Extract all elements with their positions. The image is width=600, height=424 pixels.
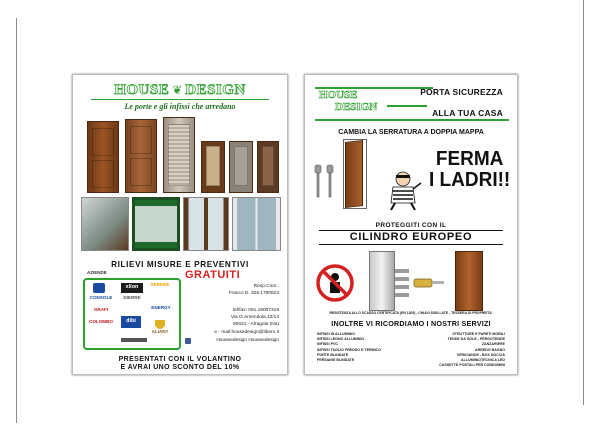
leaf-icon: ❦ — [172, 83, 183, 97]
security-door-photo — [455, 251, 483, 311]
service-item: ARREDO BAGNO — [475, 347, 505, 352]
logo-word-design: DESIGN — [335, 100, 378, 113]
gratuiti-text: GRATUITI — [185, 269, 241, 281]
burglar-icon — [383, 169, 423, 211]
logo-word-design: DESIGN — [185, 81, 246, 98]
divider-right-line — [583, 0, 584, 405]
brand-logo: DIERRE — [123, 295, 141, 300]
porta-sicurezza: PORTA SICUREZZA — [420, 87, 503, 97]
service-item: PORTE BLINDATE — [317, 352, 349, 357]
logo-word-house: HOUSE — [114, 81, 170, 98]
windows-gallery — [81, 197, 281, 253]
feature-line: RESISTENZA ALLO SCASSO CERTIFICATA (EN 1303) - CHIAVI SIGILLATE - TESSERA DI PROPRIETA' — [329, 311, 493, 315]
email: e - mail:housedesign@libero.it — [214, 330, 279, 335]
brands-box — [83, 278, 181, 350]
no-burglar-icon — [315, 263, 355, 303]
brand-logo: ENERGY — [151, 305, 171, 310]
service-item: ALLUMINIOTECNICA LED — [461, 358, 505, 363]
brand-logo: GRAFI — [93, 307, 109, 312]
door-photo-brown — [87, 121, 119, 193]
brand-shield-icon — [155, 320, 165, 329]
proteggiti-heading: PROTEGGITI CON IL — [375, 222, 447, 229]
service-item: INFISSI IN ALLUMINIO — [317, 332, 355, 336]
house-design-logo-small — [319, 90, 377, 113]
cylinder-key-icon — [413, 275, 445, 291]
ferma-i-ladri — [429, 149, 510, 191]
aziende-label: AZIENDE — [87, 270, 107, 275]
brand-logo: SERENE — [150, 282, 170, 287]
cilindro-heading: CILINDRO EUROPEO — [349, 231, 473, 243]
promo-text — [77, 356, 283, 373]
divider-left-line — [16, 18, 17, 423]
service-item: TENDE DA SOLE - PERGOTENDE — [447, 337, 505, 342]
resp-com-label: Resp.Com.: — [253, 284, 279, 289]
door-photo-dark — [257, 141, 279, 193]
windows-photo-3 — [183, 197, 229, 251]
service-item: INFISSI TAGLIO FREDDO E TERMICO — [317, 347, 382, 352]
logo-word-house: HOUSE — [319, 89, 358, 101]
brand-logo: CONSOLE — [89, 295, 113, 300]
brand-bar-icon — [121, 338, 147, 342]
door-photo-walnut — [125, 119, 157, 193]
bottom-green-line — [315, 119, 509, 121]
brand-logo: dibi — [121, 316, 141, 328]
cilindro-line-bottom — [319, 244, 503, 245]
flyer-house-design — [72, 74, 288, 375]
windows-photo-2 — [132, 197, 180, 251]
services-right — [439, 332, 505, 368]
brand-logo: ALIANT — [151, 329, 169, 334]
brand-logo: xilon — [121, 283, 143, 293]
flyer-security — [304, 74, 518, 375]
service-item: ZANZARIERE — [481, 342, 505, 347]
brand-logo: COLOMBO — [89, 319, 113, 324]
door-photo-light — [163, 117, 195, 193]
promo-line-1: PRESENTATI CON IL VOLANTINO — [118, 356, 242, 363]
lock-mechanism-icon — [369, 251, 395, 311]
facebook-handle: Houseedesign Houseedesign — [216, 338, 279, 343]
address-city: 80021 - Afragola (Na) — [233, 322, 279, 327]
facebook-icon — [185, 338, 191, 344]
service-item: INFISSI LEGNO ALLUMINIO — [317, 337, 365, 342]
service-item: INFISSI PVC — [317, 342, 338, 347]
tagline: Le porte e gli infissi che arredano — [124, 102, 236, 111]
ferma-line-2: I LADRI!! — [429, 169, 511, 191]
services-left — [317, 332, 381, 363]
service-item: PERSIANE BLINDATE — [317, 358, 355, 363]
keys-icon — [313, 163, 337, 199]
rilievi-heading: RILIEVI MISURE E PREVENTIVI — [111, 260, 249, 269]
mid-green-line — [387, 105, 427, 107]
address-street: Via G.Amendola,12/14 — [230, 315, 279, 320]
logo-underline — [91, 99, 269, 100]
windows-photo-4 — [232, 197, 281, 251]
ferma-line-1: FERMA — [435, 148, 504, 170]
telfax: tel/fax: 081.19007319 — [232, 308, 279, 313]
inoltre-heading: INOLTRE VI RICORDIAMO I NOSTRI SERVIZI — [331, 319, 491, 328]
service-item: STRUTTURE E PARETI MOBILI — [452, 332, 505, 336]
windows-photo-1 — [81, 197, 129, 251]
house-design-logo — [81, 81, 279, 99]
promo-line-2: E AVRAI UNO SCONTO DEL 10% — [120, 364, 240, 372]
doors-gallery — [83, 115, 279, 193]
brand-badge-icon — [93, 283, 105, 293]
service-item: VERICIANDE - BOX DOCCIA — [456, 352, 505, 357]
service-item: CASSETTE POSTALI PER CONDOMINI — [439, 363, 505, 368]
alla-tua-casa: ALLA TUA CASA — [432, 108, 503, 118]
door-photo-glass — [201, 141, 225, 193]
resp-name: Franco D. 328.1790823 — [228, 291, 279, 296]
door-photo-gray — [229, 141, 253, 193]
door-frame-icon — [343, 139, 367, 209]
cambia-heading: CAMBIA LA SERRATURA A DOPPIA MAPPA — [338, 129, 484, 136]
lock-bolts-icon — [395, 267, 409, 297]
